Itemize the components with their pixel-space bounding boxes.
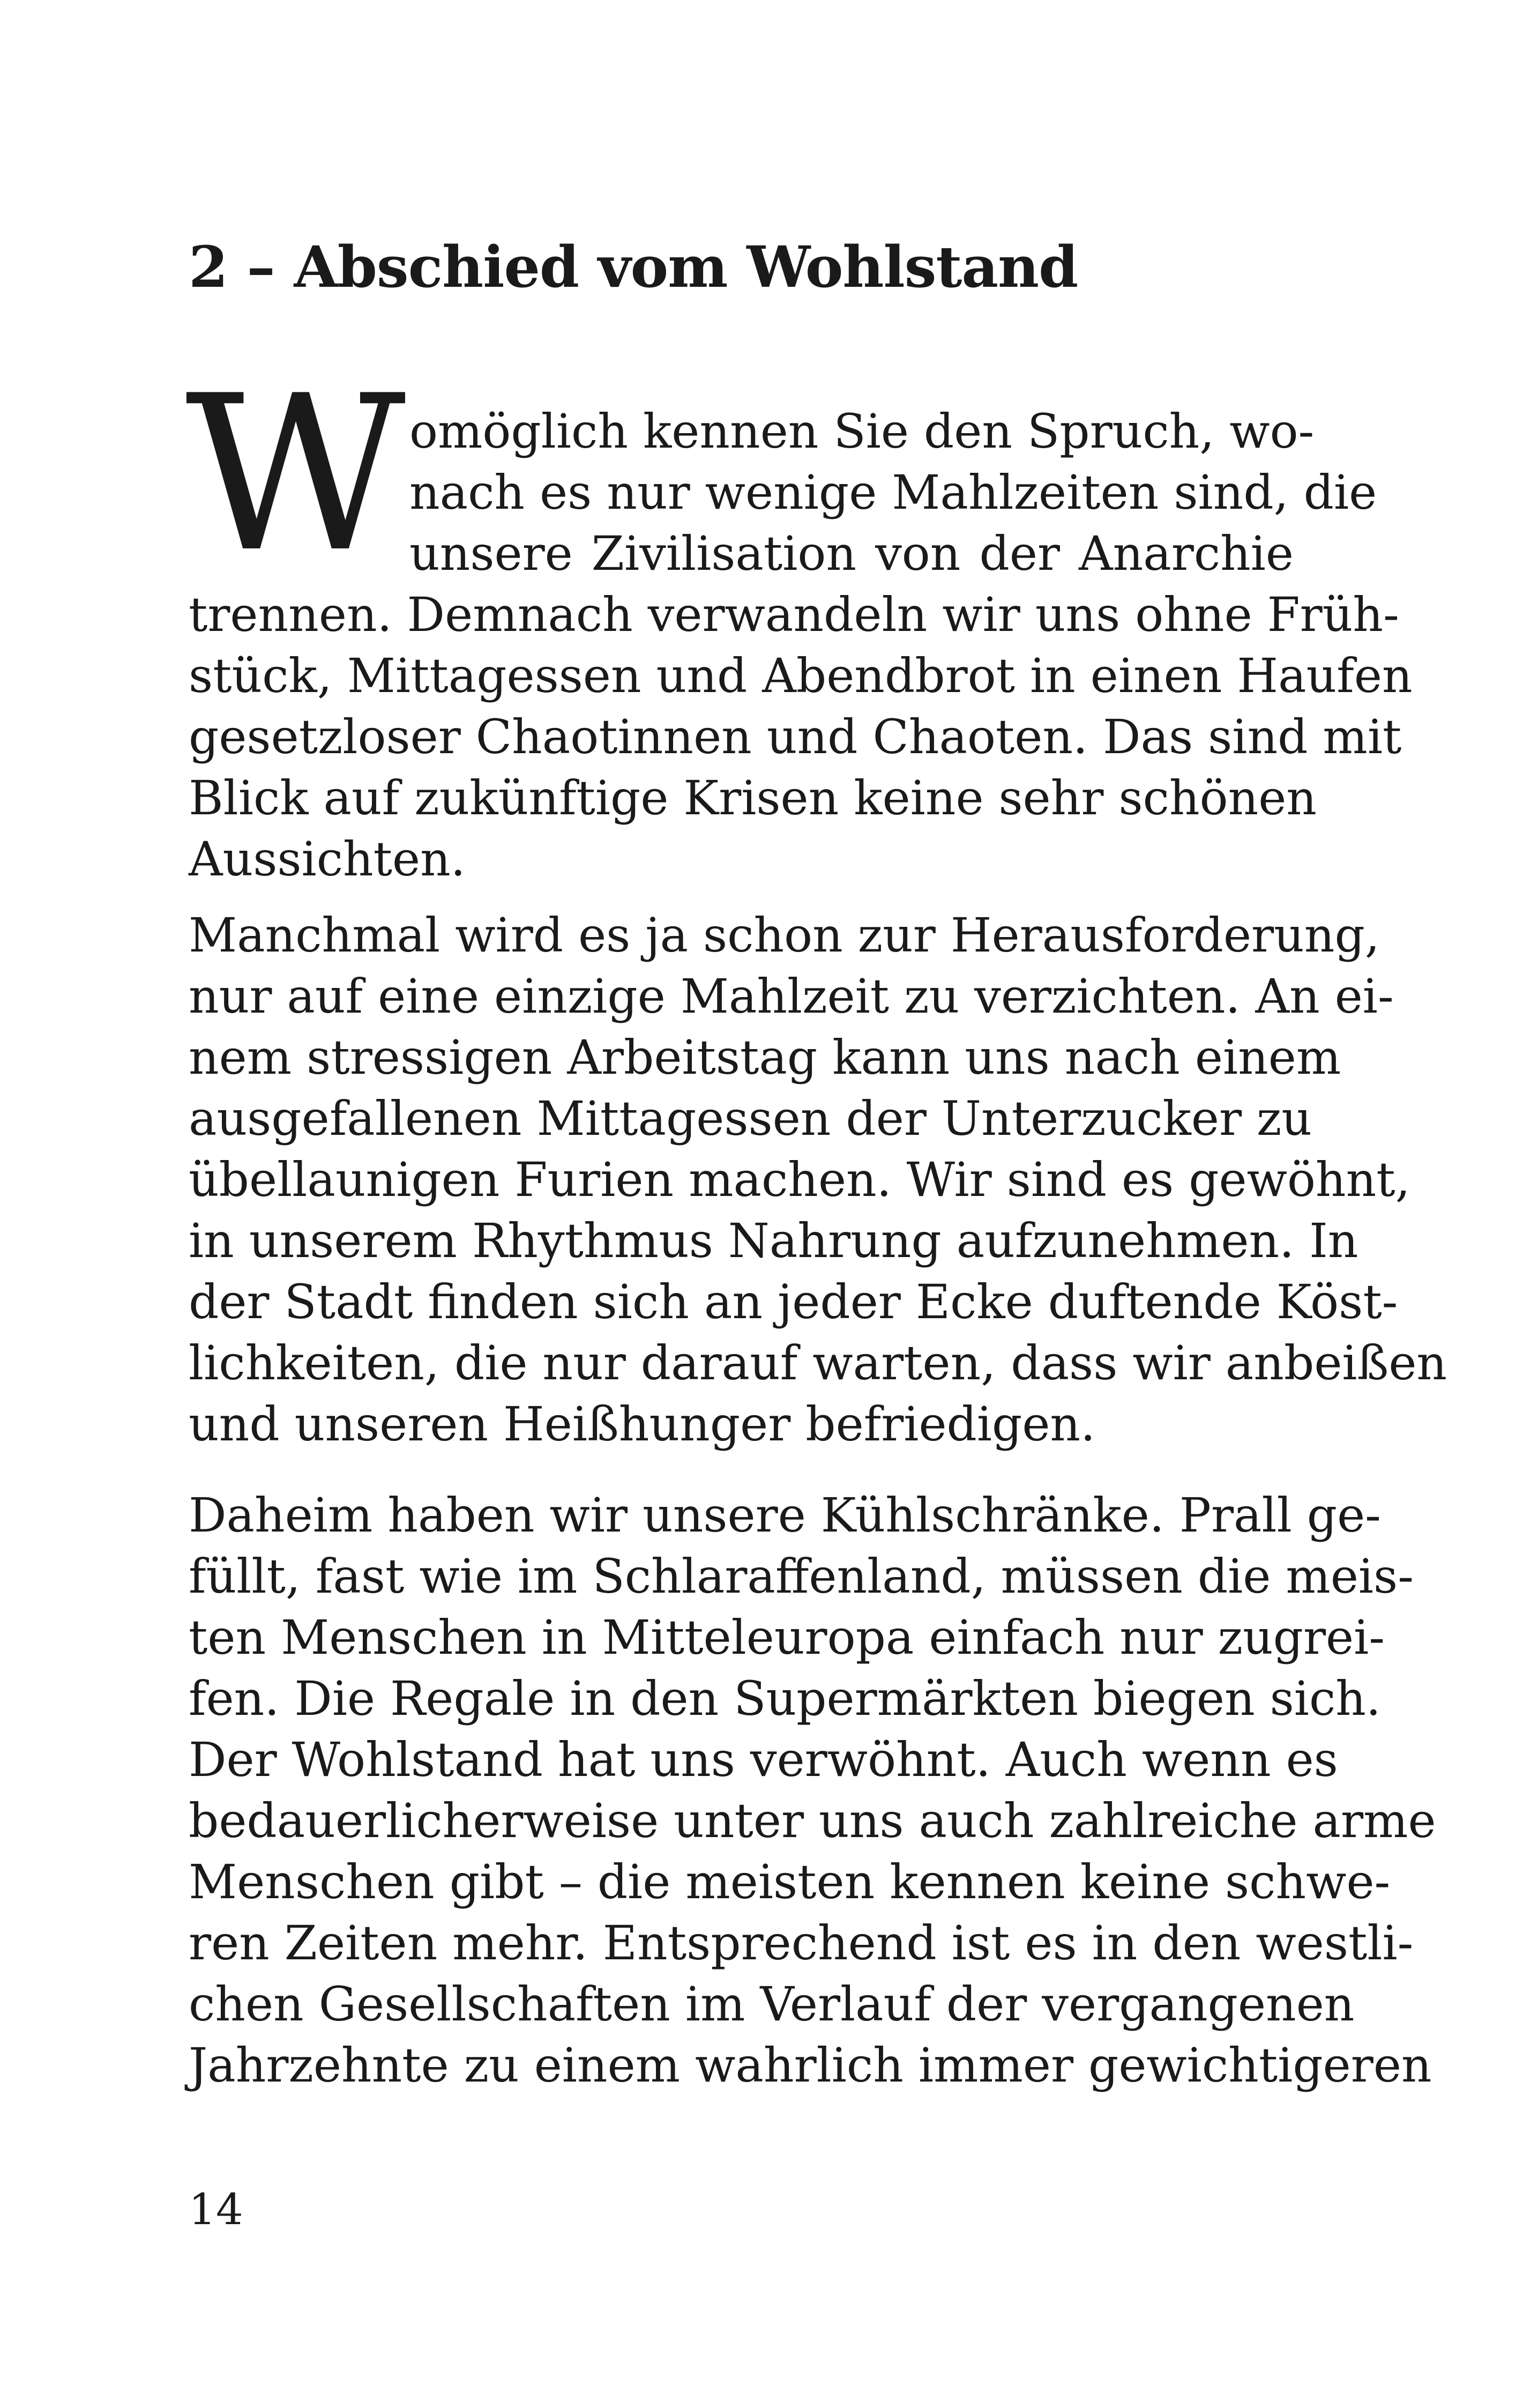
paragraph-line: fen. Die Regale in den Supermärkten biegen sich.	[189, 1671, 1381, 1726]
drop-cap: W	[185, 350, 395, 599]
paragraph-line: übellaunigen Furien machen. Wir sind es gewöhnt,	[189, 1152, 1410, 1207]
paragraph-line: Jahrzehnte zu einem wahrlich immer gewichtigeren	[189, 2038, 1432, 2093]
paragraph-line: nur auf eine einzige Mahlzeit zu verzichten. An ei-	[189, 969, 1394, 1024]
paragraph-line: bedauerlicherweise unter uns auch zahlreiche arme	[189, 1793, 1436, 1848]
paragraph-line: gesetzloser Chaotinnen und Chaoten. Das sind mit	[189, 709, 1402, 764]
paragraph-line: Menschen gibt – die meisten kennen keine schwe-	[189, 1854, 1391, 1909]
paragraph-line: chen Gesellschaften im Verlauf der vergangenen	[189, 1976, 1355, 2032]
paragraph-line: omöglich kennen Sie den Spruch, wo-	[409, 404, 1315, 459]
paragraph-line: Blick auf zukünftige Krisen keine sehr schönen	[189, 770, 1317, 826]
paragraph-line: Der Wohlstand hat uns verwöhnt. Auch wenn es	[189, 1732, 1338, 1787]
paragraph-line: in unserem Rhythmus Nahrung aufzunehmen. In	[189, 1213, 1358, 1268]
paragraph-line: Daheim haben wir unsere Kühlschränke. Prall ge-	[189, 1488, 1381, 1543]
paragraph-line: lichkeiten, die nur darauf warten, dass wir anbeißen	[189, 1335, 1447, 1391]
paragraph-line: unsere Zivilisation von der Anarchie	[409, 526, 1294, 581]
paragraph-1	[189, 401, 1413, 890]
paragraph-line: füllt, fast wie im Schlaraffenland, müssen die meis-	[189, 1549, 1414, 1604]
paragraph-2	[189, 905, 1447, 1455]
paragraph-3	[189, 1485, 1436, 2096]
paragraph-line: der Stadt finden sich an jeder Ecke duftende Köst-	[189, 1274, 1398, 1329]
paragraph-line: ausgefallenen Mittagessen der Unterzucker zu	[189, 1091, 1312, 1146]
paragraph-line: ren Zeiten mehr. Entsprechend ist es in den westli-	[189, 1915, 1414, 1971]
paragraph-line: und unseren Heißhunger befriedigen.	[189, 1396, 1096, 1452]
paragraph-line: nem stressigen Arbeitstag kann uns nach einem	[189, 1030, 1341, 1085]
paragraph-line: nach es nur wenige Mahlzeiten sind, die	[409, 465, 1377, 520]
page-number: 14	[189, 2184, 243, 2234]
chapter-heading: 2 – Abschied vom Wohlstand	[189, 233, 1078, 300]
paragraph-line: trennen. Demnach verwandeln wir uns ohne Früh-	[189, 587, 1399, 642]
paragraph-line: stück, Mittagessen und Abendbrot in einen Haufen	[189, 648, 1413, 703]
paragraph-line: ten Menschen in Mitteleuropa einfach nur zugrei-	[189, 1610, 1385, 1665]
paragraph-line: Aussichten.	[189, 831, 466, 887]
paragraph-line: Manchmal wird es ja schon zur Herausforderung,	[189, 908, 1380, 963]
